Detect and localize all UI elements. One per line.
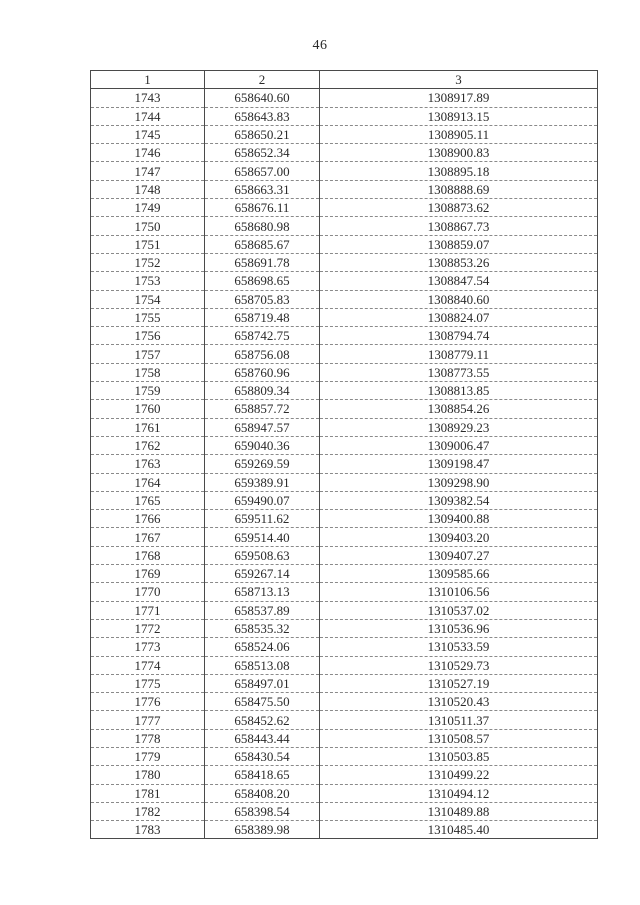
table-row <box>91 89 598 107</box>
y-coordinate-cell: 1310537.02 <box>320 601 598 619</box>
point-number-cell: 1782 <box>91 802 205 820</box>
x-coordinate-cell: 658389.98 <box>205 821 320 839</box>
point-number-cell: 1745 <box>91 125 205 143</box>
y-coordinate-cell: 1308859.07 <box>320 235 598 253</box>
table-row <box>91 784 598 802</box>
table-row <box>91 308 598 326</box>
y-coordinate-cell: 1308917.89 <box>320 89 598 107</box>
x-coordinate-cell: 659490.07 <box>205 491 320 509</box>
y-coordinate-cell: 1308873.62 <box>320 199 598 217</box>
point-number-cell: 1750 <box>91 217 205 235</box>
point-number-cell: 1761 <box>91 418 205 436</box>
y-coordinate-cell: 1309407.27 <box>320 546 598 564</box>
column-header-1: 1 <box>91 71 205 89</box>
x-coordinate-cell: 658650.21 <box>205 125 320 143</box>
table-row <box>91 601 598 619</box>
y-coordinate-cell: 1308840.60 <box>320 290 598 308</box>
x-coordinate-cell: 658497.01 <box>205 674 320 692</box>
x-coordinate-cell: 658657.00 <box>205 162 320 180</box>
x-coordinate-cell: 658475.50 <box>205 693 320 711</box>
x-coordinate-cell: 658742.75 <box>205 327 320 345</box>
point-number-cell: 1763 <box>91 455 205 473</box>
x-coordinate-cell: 658640.60 <box>205 89 320 107</box>
x-coordinate-cell: 658680.98 <box>205 217 320 235</box>
y-coordinate-cell: 1310494.12 <box>320 784 598 802</box>
point-number-cell: 1751 <box>91 235 205 253</box>
x-coordinate-cell: 658408.20 <box>205 784 320 802</box>
x-coordinate-cell: 658691.78 <box>205 253 320 271</box>
x-coordinate-cell: 658443.44 <box>205 729 320 747</box>
point-number-cell: 1749 <box>91 199 205 217</box>
point-number-cell: 1780 <box>91 766 205 784</box>
x-coordinate-cell: 658809.34 <box>205 382 320 400</box>
point-number-cell: 1766 <box>91 510 205 528</box>
y-coordinate-cell: 1308773.55 <box>320 363 598 381</box>
point-number-cell: 1744 <box>91 107 205 125</box>
table-header-row <box>91 71 598 89</box>
x-coordinate-cell: 658676.11 <box>205 199 320 217</box>
x-coordinate-cell: 658947.57 <box>205 418 320 436</box>
point-number-cell: 1778 <box>91 729 205 747</box>
table-row <box>91 144 598 162</box>
table-row <box>91 418 598 436</box>
y-coordinate-cell: 1308867.73 <box>320 217 598 235</box>
point-number-cell: 1772 <box>91 619 205 637</box>
table-row <box>91 546 598 564</box>
y-coordinate-cell: 1310527.19 <box>320 674 598 692</box>
table-row <box>91 162 598 180</box>
point-number-cell: 1757 <box>91 345 205 363</box>
table-row <box>91 400 598 418</box>
x-coordinate-cell: 658857.72 <box>205 400 320 418</box>
x-coordinate-cell: 658756.08 <box>205 345 320 363</box>
point-number-cell: 1754 <box>91 290 205 308</box>
table-row <box>91 802 598 820</box>
table-row <box>91 693 598 711</box>
point-number-cell: 1768 <box>91 546 205 564</box>
point-number-cell: 1777 <box>91 711 205 729</box>
point-number-cell: 1783 <box>91 821 205 839</box>
y-coordinate-cell: 1310511.37 <box>320 711 598 729</box>
table-row <box>91 473 598 491</box>
point-number-cell: 1762 <box>91 436 205 454</box>
x-coordinate-cell: 658652.34 <box>205 144 320 162</box>
point-number-cell: 1764 <box>91 473 205 491</box>
y-coordinate-cell: 1310529.73 <box>320 656 598 674</box>
y-coordinate-cell: 1308888.69 <box>320 180 598 198</box>
point-number-cell: 1753 <box>91 272 205 290</box>
y-coordinate-cell: 1310508.57 <box>320 729 598 747</box>
x-coordinate-cell: 659267.14 <box>205 565 320 583</box>
y-coordinate-cell: 1309198.47 <box>320 455 598 473</box>
x-coordinate-cell: 658535.32 <box>205 619 320 637</box>
table-row <box>91 766 598 784</box>
x-coordinate-cell: 658524.06 <box>205 638 320 656</box>
point-number-cell: 1767 <box>91 528 205 546</box>
table-row <box>91 290 598 308</box>
x-coordinate-cell: 658452.62 <box>205 711 320 729</box>
y-coordinate-cell: 1310106.56 <box>320 583 598 601</box>
point-number-cell: 1747 <box>91 162 205 180</box>
y-coordinate-cell: 1310536.96 <box>320 619 598 637</box>
point-number-cell: 1748 <box>91 180 205 198</box>
table-row <box>91 272 598 290</box>
x-coordinate-cell: 658760.96 <box>205 363 320 381</box>
x-coordinate-cell: 658513.08 <box>205 656 320 674</box>
table-row <box>91 327 598 345</box>
y-coordinate-cell: 1308905.11 <box>320 125 598 143</box>
y-coordinate-cell: 1310503.85 <box>320 747 598 765</box>
y-coordinate-cell: 1310499.22 <box>320 766 598 784</box>
point-number-cell: 1779 <box>91 747 205 765</box>
y-coordinate-cell: 1309400.88 <box>320 510 598 528</box>
x-coordinate-cell: 658398.54 <box>205 802 320 820</box>
coordinates-table <box>90 70 598 839</box>
table-row <box>91 711 598 729</box>
x-coordinate-cell: 659269.59 <box>205 455 320 473</box>
point-number-cell: 1776 <box>91 693 205 711</box>
point-number-cell: 1756 <box>91 327 205 345</box>
point-number-cell: 1755 <box>91 308 205 326</box>
y-coordinate-cell: 1309298.90 <box>320 473 598 491</box>
y-coordinate-cell: 1308847.54 <box>320 272 598 290</box>
table-row <box>91 656 598 674</box>
point-number-cell: 1781 <box>91 784 205 802</box>
y-coordinate-cell: 1309403.20 <box>320 528 598 546</box>
point-number-cell: 1769 <box>91 565 205 583</box>
table-row <box>91 729 598 747</box>
y-coordinate-cell: 1308913.15 <box>320 107 598 125</box>
x-coordinate-cell: 658713.13 <box>205 583 320 601</box>
table-row <box>91 253 598 271</box>
column-header-3: 3 <box>320 71 598 89</box>
table-row <box>91 235 598 253</box>
table-row <box>91 436 598 454</box>
x-coordinate-cell: 659389.91 <box>205 473 320 491</box>
table-row <box>91 382 598 400</box>
point-number-cell: 1770 <box>91 583 205 601</box>
table-row <box>91 821 598 839</box>
table-row <box>91 180 598 198</box>
table-row <box>91 363 598 381</box>
point-number-cell: 1774 <box>91 656 205 674</box>
x-coordinate-cell: 658537.89 <box>205 601 320 619</box>
column-header-2: 2 <box>205 71 320 89</box>
y-coordinate-cell: 1310489.88 <box>320 802 598 820</box>
y-coordinate-cell: 1310520.43 <box>320 693 598 711</box>
point-number-cell: 1759 <box>91 382 205 400</box>
point-number-cell: 1758 <box>91 363 205 381</box>
table-row <box>91 619 598 637</box>
y-coordinate-cell: 1308895.18 <box>320 162 598 180</box>
point-number-cell: 1746 <box>91 144 205 162</box>
point-number-cell: 1743 <box>91 89 205 107</box>
y-coordinate-cell: 1309006.47 <box>320 436 598 454</box>
page-number: 46 <box>312 38 328 53</box>
x-coordinate-cell: 658719.48 <box>205 308 320 326</box>
point-number-cell: 1771 <box>91 601 205 619</box>
x-coordinate-cell: 659511.62 <box>205 510 320 528</box>
y-coordinate-cell: 1308813.85 <box>320 382 598 400</box>
table-row <box>91 217 598 235</box>
x-coordinate-cell: 658418.65 <box>205 766 320 784</box>
x-coordinate-cell: 658643.83 <box>205 107 320 125</box>
x-coordinate-cell: 659508.63 <box>205 546 320 564</box>
y-coordinate-cell: 1308779.11 <box>320 345 598 363</box>
y-coordinate-cell: 1310485.40 <box>320 821 598 839</box>
x-coordinate-cell: 658705.83 <box>205 290 320 308</box>
table-row <box>91 747 598 765</box>
table-body <box>91 89 598 839</box>
point-number-cell: 1773 <box>91 638 205 656</box>
table-row <box>91 455 598 473</box>
table-row <box>91 107 598 125</box>
table-row <box>91 638 598 656</box>
table-row <box>91 125 598 143</box>
table-row <box>91 491 598 509</box>
y-coordinate-cell: 1308929.23 <box>320 418 598 436</box>
x-coordinate-cell: 658685.67 <box>205 235 320 253</box>
table-row <box>91 345 598 363</box>
x-coordinate-cell: 658698.65 <box>205 272 320 290</box>
y-coordinate-cell: 1308900.83 <box>320 144 598 162</box>
point-number-cell: 1775 <box>91 674 205 692</box>
x-coordinate-cell: 658430.54 <box>205 747 320 765</box>
table-row <box>91 565 598 583</box>
point-number-cell: 1760 <box>91 400 205 418</box>
x-coordinate-cell: 659040.36 <box>205 436 320 454</box>
table-row <box>91 199 598 217</box>
y-coordinate-cell: 1309382.54 <box>320 491 598 509</box>
y-coordinate-cell: 1309585.66 <box>320 565 598 583</box>
y-coordinate-cell: 1310533.59 <box>320 638 598 656</box>
table-row <box>91 583 598 601</box>
table-row <box>91 510 598 528</box>
point-number-cell: 1765 <box>91 491 205 509</box>
x-coordinate-cell: 659514.40 <box>205 528 320 546</box>
point-number-cell: 1752 <box>91 253 205 271</box>
table-row <box>91 674 598 692</box>
table-row <box>91 528 598 546</box>
x-coordinate-cell: 658663.31 <box>205 180 320 198</box>
y-coordinate-cell: 1308853.26 <box>320 253 598 271</box>
y-coordinate-cell: 1308854.26 <box>320 400 598 418</box>
y-coordinate-cell: 1308794.74 <box>320 327 598 345</box>
y-coordinate-cell: 1308824.07 <box>320 308 598 326</box>
